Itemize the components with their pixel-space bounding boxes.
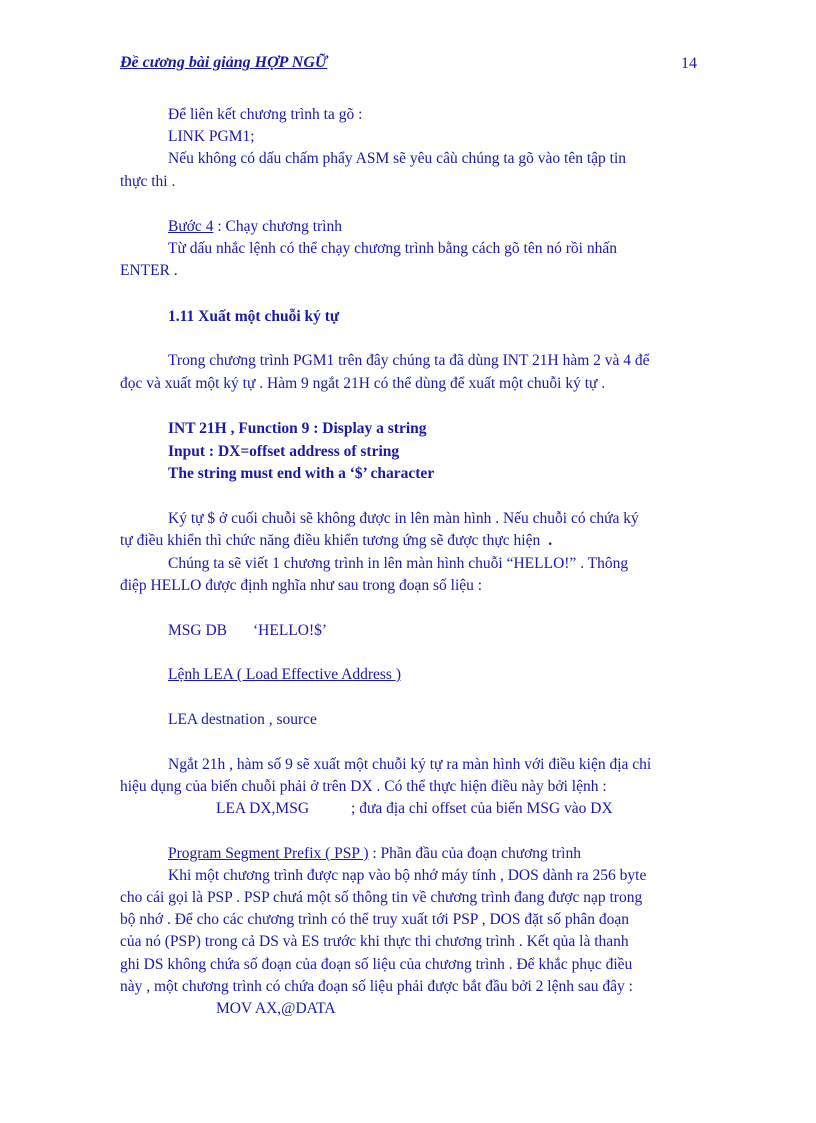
step4-line bbox=[168, 216, 342, 238]
text-line: Trong chương trình PGM1 trên đây chúng ta đã dùng INT 21H hàm 2 và 4 để bbox=[168, 352, 650, 369]
text-line: đọc và xuất một ký tự . Hàm 9 ngắt 21H có thể dùng để xuất một chuỗi ký tự . bbox=[120, 375, 606, 392]
psp-line bbox=[168, 843, 581, 865]
text-line: LINK PGM1; bbox=[168, 128, 255, 145]
text-line: Chúng ta sẽ viết 1 chương trình in lên màn hình chuỗi “HELLO!” . Thông bbox=[168, 555, 629, 572]
code-declaration: MSG DB bbox=[168, 622, 228, 639]
code-string: ‘HELLO!$’ bbox=[253, 622, 328, 639]
text-line: ENTER . bbox=[120, 262, 178, 279]
text-line bbox=[120, 530, 552, 552]
step4-title: : Chạy chương trình bbox=[213, 218, 342, 235]
text-line: thực thi . bbox=[120, 173, 176, 190]
bold-line: The string must end with a ‘$’ character bbox=[168, 465, 435, 482]
section-heading: 1.11 Xuất một chuỗi ký tự bbox=[168, 308, 340, 325]
text-line: của nó (PSP) trong cả DS và ES trước khi thực thi chương trình . Kết qủa là thanh bbox=[120, 933, 629, 950]
lea-syntax: LEA destnation , source bbox=[168, 711, 317, 728]
bold-line: Input : DX=offset address of string bbox=[168, 443, 400, 460]
lea-heading: Lệnh LEA ( Load Effective Address ) bbox=[168, 666, 401, 683]
text-line: hiệu dụng của biến chuỗi phải ở trên DX . Có thể thực hiện điều này bởi lệnh : bbox=[120, 778, 607, 795]
text-line: điệp HELLO được định nghĩa như sau trong đoạn số liệu : bbox=[120, 577, 483, 594]
code-comment: ; đưa địa chỉ offset của biến MSG vào DX bbox=[351, 800, 613, 817]
header-title: Đề cương bài giảng HỢP NGỮ bbox=[120, 54, 328, 71]
step4-label: Bước 4 bbox=[168, 218, 214, 235]
code-line-lea bbox=[216, 798, 613, 820]
code-line-mov: MOV AX,@DATA bbox=[216, 1000, 336, 1017]
psp-title: : Phần đầu của đoạn chương trình bbox=[368, 845, 581, 862]
text-span: tự điều khiển thì chức năng điều khiển tương ứng sẽ được thực hiện bbox=[120, 532, 541, 549]
text-line: Khi một chương trình được nạp vào bộ nhớ máy tính , DOS dành ra 256 byte bbox=[168, 867, 647, 884]
bold-line: INT 21H , Function 9 : Display a string bbox=[168, 420, 427, 437]
text-line: Để liên kết chương trình ta gõ : bbox=[168, 106, 363, 123]
text-line: Ngắt 21h , hàm số 9 sẽ xuất một chuỗi ký tự ra màn hình với điều kiện địa chỉ bbox=[168, 756, 652, 773]
text-line: Nếu không có dấu chấm phẩy ASM sẽ yêu câù chúng ta gõ vào tên tập tin bbox=[168, 150, 626, 167]
page-number: 14 bbox=[681, 55, 697, 72]
text-line: Từ dấu nhắc lệnh có thể chạy chương trình bằng cách gõ tên nó rồi nhấn bbox=[168, 240, 617, 257]
psp-label: Program Segment Prefix ( PSP ) bbox=[168, 845, 369, 862]
code-instruction: LEA DX,MSG bbox=[216, 800, 310, 817]
text-line: Ký tự $ ở cuối chuỗi sẽ không được in lên màn hình . Nếu chuỗi có chứa ký bbox=[168, 510, 639, 527]
code-line-msg bbox=[168, 620, 327, 642]
bold-period: . bbox=[548, 532, 553, 549]
text-line: ghi DS không chứa số đoạn của đoạn số liệu của chương trình . Để khắc phục điều bbox=[120, 956, 633, 973]
text-line: bộ nhớ . Để cho các chương trình có thể truy xuất tới PSP , DOS đặt số phân đoạn bbox=[120, 911, 629, 928]
text-line: này , một chương trình có chứa đoạn số liệu phải được bắt đầu bởi 2 lệnh sau đây : bbox=[120, 978, 633, 995]
text-line: cho cái gọi là PSP . PSP chưá một số thông tin về chương trình đang được nạp trong bbox=[120, 889, 643, 906]
